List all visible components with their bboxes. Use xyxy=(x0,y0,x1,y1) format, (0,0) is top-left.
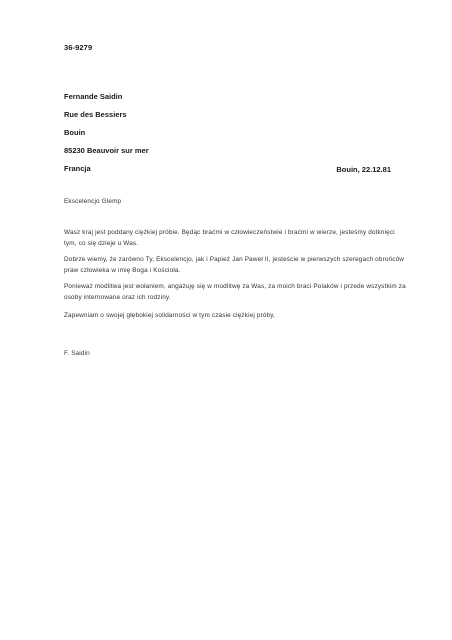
address-country: Francja xyxy=(64,164,91,173)
address-locality: Bouin xyxy=(64,128,86,137)
letter-salutation: Ekscelencjo Glemp xyxy=(64,198,122,205)
letter-paragraph: Dobrze wiemy, że zarówno Ty, Ekscelencjo, jak i Papież Jan Paweł II, jesteście w pierwszych szeregach obrońców praw człowieka w imię Boga i Kościoła. xyxy=(64,256,405,274)
address-name: Fernande Saidin xyxy=(64,92,123,101)
letter-paragraph: Ponieważ modlitwa jest wołaniem, angażuję się w modlitwę za Was, za moich braci Polaków i przede wszystkim za osoby internowane oraz ich rodziny. xyxy=(64,283,406,301)
document-reference-number: 36-9279 xyxy=(64,43,93,52)
letter-paragraph: Wasz kraj jest poddany ciężkiej próbie. Będąc braćmi w człowieczeństwie i braćmi w wierze, jesteśmy dotknięci tym, co się dzieje u Was. xyxy=(64,229,395,247)
address-postal-city: 85230 Beauvoir sur mer xyxy=(64,146,149,155)
letter-signature: F. Saidin xyxy=(64,350,90,357)
letter-paragraph: Zapewniam o swojej głębokiej solidarności w tym czasie ciężkiej próby, xyxy=(64,312,276,319)
address-street: Rue des Bessiers xyxy=(64,110,127,119)
sender-address-block xyxy=(64,88,149,178)
place-and-date: Bouin, 22.12.81 xyxy=(336,165,391,174)
